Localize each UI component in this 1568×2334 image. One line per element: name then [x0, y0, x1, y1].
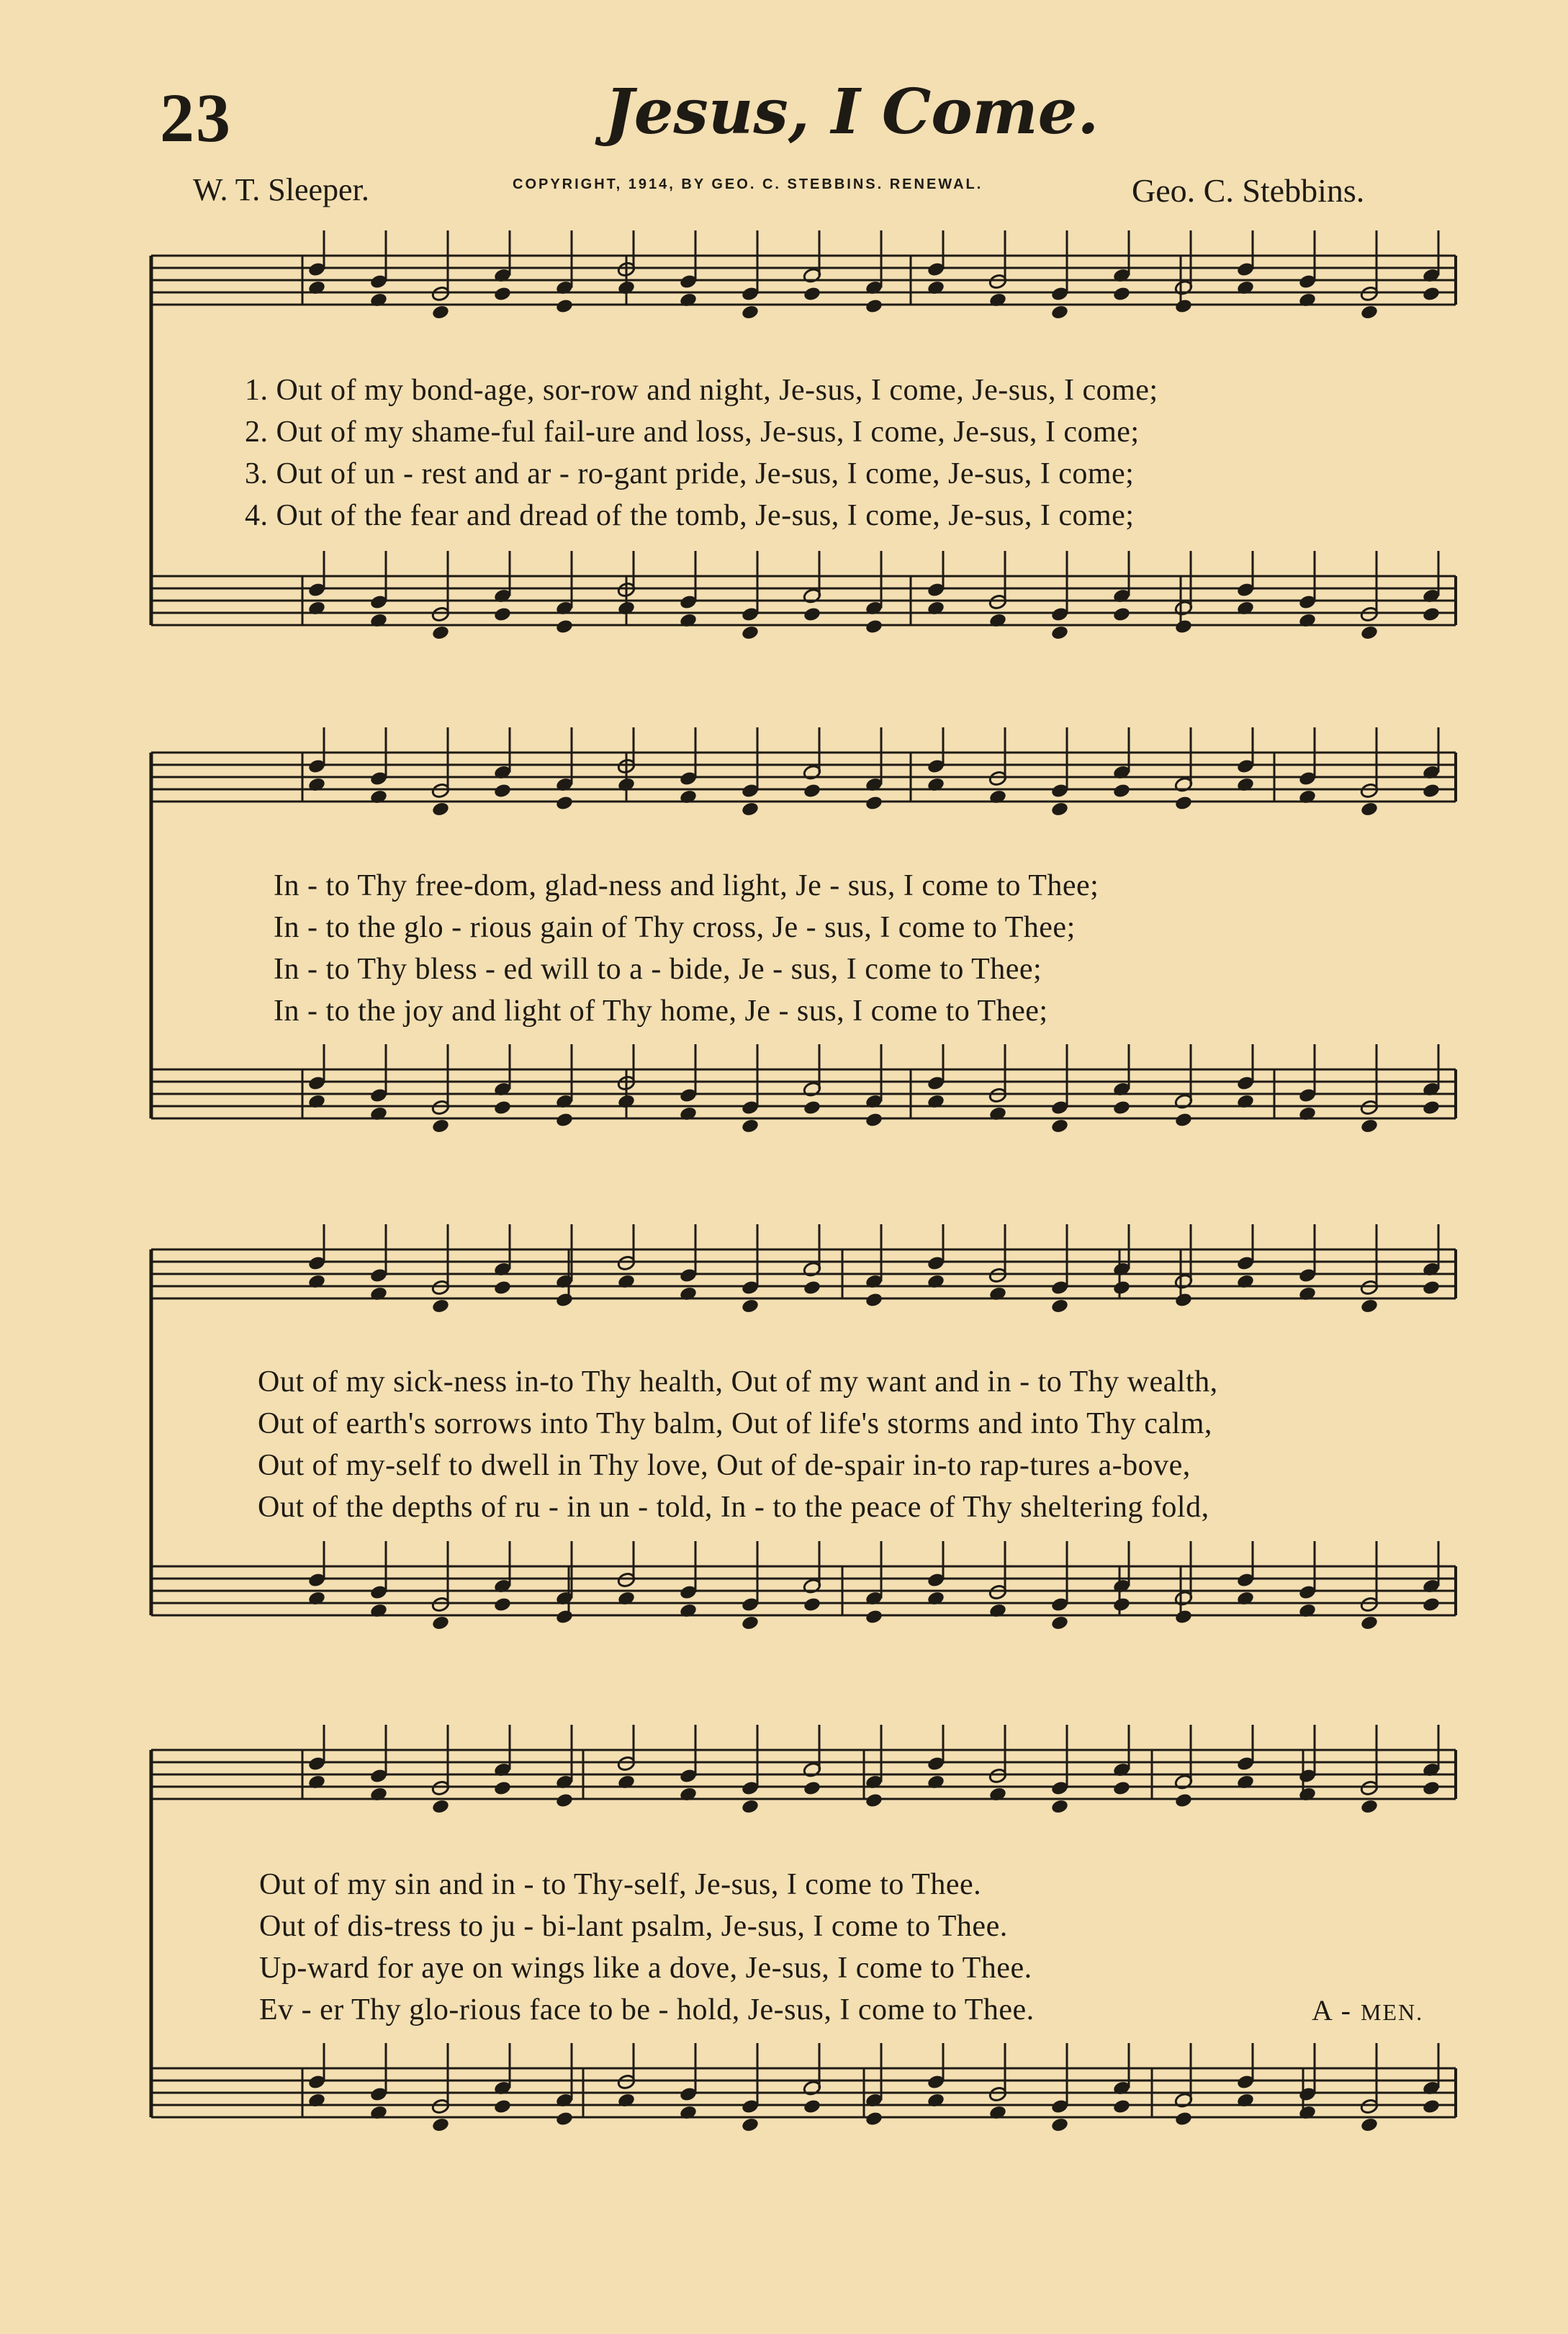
note-head — [1360, 1615, 1379, 1631]
hymn-title: Jesus, I Come. — [605, 76, 1099, 148]
note-head — [865, 1112, 883, 1128]
note-head — [493, 2099, 512, 2115]
note-head — [1422, 606, 1441, 623]
note-head — [803, 2099, 821, 2115]
note-head — [555, 795, 574, 812]
hymn-number: 23 — [160, 79, 232, 156]
lyric-line: Out of earth's sorrows into Thy balm, Out of life's storms and into Thy calm, — [258, 1407, 1212, 1440]
lyric-line: 1. Out of my bond-age, sor-row and night, Je-sus, I come, Je-sus, I come; — [245, 374, 1158, 407]
note-head — [555, 1609, 574, 1625]
note-head — [1174, 619, 1193, 635]
note-head — [1422, 1597, 1441, 1613]
amen-first: A - — [1312, 1994, 1352, 2026]
note-head — [431, 1118, 450, 1134]
note-head — [1422, 783, 1441, 799]
note-head — [555, 1792, 574, 1809]
note-head — [1112, 1100, 1131, 1116]
note-head — [1050, 1118, 1069, 1134]
lyric-line: In - to Thy free-dom, glad-ness and light, Je - sus, I come to Thee; — [274, 869, 1099, 902]
note-head — [803, 606, 821, 623]
note-head — [555, 1292, 574, 1309]
note-head — [1050, 2117, 1069, 2133]
note-head — [493, 1597, 512, 1613]
note-head — [1422, 1280, 1441, 1296]
note-head — [741, 801, 760, 817]
lyric-line: Out of my-self to dwell in Thy love, Out of de-spair in-to rap-tures a-bove, — [258, 1449, 1191, 1482]
note-head — [741, 1798, 760, 1815]
note-head — [493, 783, 512, 799]
note-head — [1422, 1780, 1441, 1797]
note-head — [1422, 286, 1441, 302]
composer: Geo. C. Stebbins. — [1132, 172, 1365, 209]
note-head — [493, 1780, 512, 1797]
note-head — [555, 619, 574, 635]
note-head — [741, 304, 760, 320]
note-head — [1360, 1798, 1379, 1815]
note-head — [1360, 1118, 1379, 1134]
lyric-line: In - to the glo - rious gain of Thy cross, Je - sus, I come to Thee; — [274, 911, 1076, 944]
note-head — [803, 1100, 821, 1116]
note-head — [1050, 1798, 1069, 1815]
lyric-line: 2. Out of my shame-ful fail-ure and loss, Je-sus, I come, Je-sus, I come; — [245, 416, 1140, 449]
note-head — [1050, 1298, 1069, 1314]
note-head — [431, 1615, 450, 1631]
note-head — [1174, 1292, 1193, 1309]
note-head — [803, 1597, 821, 1613]
note-head — [1360, 624, 1379, 641]
note-head — [431, 624, 450, 641]
note-head — [1174, 1609, 1193, 1625]
note-head — [431, 801, 450, 817]
note-head — [803, 783, 821, 799]
note-head — [431, 1798, 450, 1815]
note-head — [1422, 1100, 1441, 1116]
note-head — [865, 619, 883, 635]
note-head — [1174, 795, 1193, 812]
note-head — [555, 2111, 574, 2127]
lyric-line: 3. Out of un - rest and ar - ro-gant pride, Je-sus, I come, Je-sus, I come; — [245, 457, 1135, 490]
note-head — [1112, 783, 1131, 799]
note-head — [865, 2111, 883, 2127]
note-head — [1050, 624, 1069, 641]
note-head — [1112, 1280, 1131, 1296]
note-head — [803, 1280, 821, 1296]
note-head — [741, 2117, 760, 2133]
note-head — [741, 1615, 760, 1631]
note-head — [1422, 2099, 1441, 2115]
note-head — [493, 1100, 512, 1116]
note-head — [1112, 2099, 1131, 2115]
lyric-line: Out of the depths of ru - in un - told, In - to the peace of Thy sheltering fold, — [258, 1491, 1209, 1524]
lyric-line: In - to Thy bless - ed will to a - bide, Je - sus, I come to Thee; — [274, 953, 1042, 986]
note-head — [1112, 1780, 1131, 1797]
note-head — [741, 1118, 760, 1134]
lyric-line: Up-ward for aye on wings like a dove, Je-sus, I come to Thee. — [259, 1952, 1032, 1985]
note-head — [1174, 2111, 1193, 2127]
note-head — [865, 1292, 883, 1309]
note-head — [1112, 606, 1131, 623]
note-head — [1050, 1615, 1069, 1631]
lyric-line: 4. Out of the fear and dread of the tomb, Je-sus, I come, Je-sus, I come; — [245, 499, 1135, 532]
note-head — [555, 1112, 574, 1128]
note-head — [865, 795, 883, 812]
amen — [1312, 1993, 1423, 2027]
note-head — [865, 1609, 883, 1625]
note-head — [1360, 2117, 1379, 2133]
note-head — [493, 1280, 512, 1296]
note-head — [1174, 298, 1193, 315]
note-head — [1174, 1792, 1193, 1809]
note-head — [865, 298, 883, 315]
lyric-line: Out of my sick-ness in-to Thy health, Out of my want and in - to Thy wealth, — [258, 1365, 1218, 1399]
lyricist: W. T. Sleeper. — [193, 172, 369, 207]
note-head — [741, 1298, 760, 1314]
note-head — [865, 1792, 883, 1809]
lyric-line: In - to the joy and light of Thy home, Je - sus, I come to Thee; — [274, 995, 1048, 1028]
lyric-line: Out of my sin and in - to Thy-self, Je-sus, I come to Thee. — [259, 1868, 982, 1901]
note-head — [493, 606, 512, 623]
lyric-line: Out of dis-tress to ju - bi-lant psalm, Je-sus, I come to Thee. — [259, 1910, 1008, 1943]
note-head — [741, 624, 760, 641]
note-head — [1050, 304, 1069, 320]
note-head — [431, 304, 450, 320]
copyright-notice: COPYRIGHT, 1914, BY GEO. C. STEBBINS. RENEWAL. — [513, 176, 983, 192]
note-head — [1050, 801, 1069, 817]
note-head — [1112, 1597, 1131, 1613]
note-head — [493, 286, 512, 302]
note-head — [555, 298, 574, 315]
note-head — [803, 286, 821, 302]
note-head — [1360, 1298, 1379, 1314]
note-head — [1112, 286, 1131, 302]
note-head — [1360, 304, 1379, 320]
note-head — [431, 1298, 450, 1314]
lyric-line: Ev - er Thy glo-rious face to be - hold, Je-sus, I come to Thee. — [259, 1993, 1035, 2026]
amen-second: MEN. — [1361, 1999, 1424, 2025]
note-head — [431, 2117, 450, 2133]
note-head — [1360, 801, 1379, 817]
note-head — [803, 1780, 821, 1797]
note-head — [1174, 1112, 1193, 1128]
